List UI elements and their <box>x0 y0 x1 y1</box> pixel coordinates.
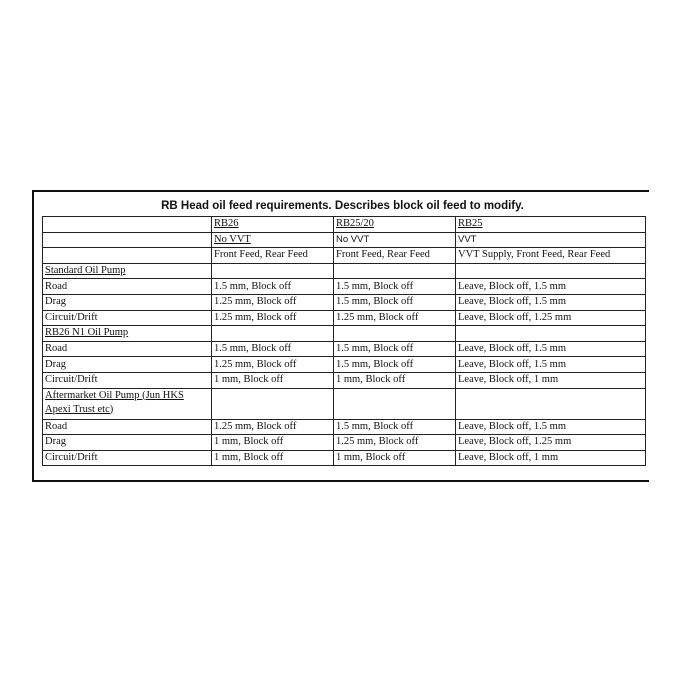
section-heading-row <box>43 388 646 419</box>
cell-rb26: 1 mm, Block off <box>212 372 334 388</box>
cell-rb25: Leave, Block off, 1.5 mm <box>456 294 646 310</box>
table-row <box>43 372 646 388</box>
cell-rb25-20: 1 mm, Block off <box>334 372 456 388</box>
cell-rb25-20: 1.5 mm, Block off <box>334 294 456 310</box>
section-heading-row <box>43 263 646 279</box>
blank-cell <box>212 388 334 419</box>
cell-rb26: 1.25 mm, Block off <box>212 357 334 373</box>
blank-cell <box>43 232 212 248</box>
blank-cell <box>334 326 456 342</box>
row-label: Road <box>43 279 212 295</box>
blank-cell <box>212 326 334 342</box>
cell-rb25: Leave, Block off, 1.5 mm <box>456 341 646 357</box>
cell-rb25-20: 1.25 mm, Block off <box>334 310 456 326</box>
table-row <box>43 357 646 373</box>
header-row-feeds <box>43 248 646 264</box>
cell-rb25: Leave, Block off, 1.25 mm <box>456 310 646 326</box>
blank-cell <box>456 263 646 279</box>
row-label: Road <box>43 419 212 435</box>
document-frame <box>32 190 649 482</box>
section-heading-row <box>43 326 646 342</box>
cell-rb26: 1.5 mm, Block off <box>212 341 334 357</box>
row-label: Circuit/Drift <box>43 372 212 388</box>
cell-rb26: 1 mm, Block off <box>212 435 334 451</box>
blank-cell <box>212 263 334 279</box>
section-heading: RB26 N1 Oil Pump <box>43 326 212 342</box>
table-row <box>43 419 646 435</box>
header-row-engines <box>43 217 646 233</box>
row-label: Drag <box>43 294 212 310</box>
table-row <box>43 450 646 466</box>
row-label: Circuit/Drift <box>43 450 212 466</box>
table-row <box>43 279 646 295</box>
feed-rb25-20: Front Feed, Rear Feed <box>334 248 456 264</box>
table-title: RB Head oil feed requirements. Describes block oil feed to modify. <box>161 200 524 212</box>
blank-cell <box>334 263 456 279</box>
row-label: Road <box>43 341 212 357</box>
row-label: Circuit/Drift <box>43 310 212 326</box>
blank-cell <box>43 248 212 264</box>
oil-feed-table <box>42 216 646 466</box>
blank-cell <box>334 388 456 419</box>
cell-rb26: 1.5 mm, Block off <box>212 279 334 295</box>
cell-rb25-20: 1.5 mm, Block off <box>334 357 456 373</box>
cell-rb25-20: 1.5 mm, Block off <box>334 341 456 357</box>
cell-rb26: 1.25 mm, Block off <box>212 419 334 435</box>
cell-rb25: Leave, Block off, 1.5 mm <box>456 357 646 373</box>
cell-rb26: 1.25 mm, Block off <box>212 310 334 326</box>
table-row <box>43 341 646 357</box>
cell-rb25: Leave, Block off, 1.5 mm <box>456 419 646 435</box>
cell-rb25-20: 1.5 mm, Block off <box>334 279 456 295</box>
feed-rb25: VVT Supply, Front Feed, Rear Feed <box>456 248 646 264</box>
cell-rb25-20: 1 mm, Block off <box>334 450 456 466</box>
blank-cell <box>456 326 646 342</box>
vvt-rb26: No VVT <box>212 232 334 248</box>
header-row-vvt <box>43 232 646 248</box>
cell-rb25-20: 1.5 mm, Block off <box>334 419 456 435</box>
cell-rb25: Leave, Block off, 1.25 mm <box>456 435 646 451</box>
table-row <box>43 294 646 310</box>
cell-rb26: 1 mm, Block off <box>212 450 334 466</box>
row-label: Drag <box>43 357 212 373</box>
row-label: Drag <box>43 435 212 451</box>
feed-rb26: Front Feed, Rear Feed <box>212 248 334 264</box>
engine-rb25: RB25 <box>456 217 646 233</box>
table-row <box>43 435 646 451</box>
cell-rb26: 1.25 mm, Block off <box>212 294 334 310</box>
vvt-rb25: VVT <box>456 232 646 248</box>
section-heading: Standard Oil Pump <box>43 263 212 279</box>
blank-cell <box>43 217 212 233</box>
table-row <box>43 310 646 326</box>
cell-rb25-20: 1.25 mm, Block off <box>334 435 456 451</box>
cell-rb25: Leave, Block off, 1 mm <box>456 450 646 466</box>
cell-rb25: Leave, Block off, 1.5 mm <box>456 279 646 295</box>
cell-rb25: Leave, Block off, 1 mm <box>456 372 646 388</box>
vvt-rb25-20: No VVT <box>334 232 456 248</box>
engine-rb26: RB26 <box>212 217 334 233</box>
blank-cell <box>456 388 646 419</box>
engine-rb25-20: RB25/20 <box>334 217 456 233</box>
section-heading: Aftermarket Oil Pump (Jun HKS Apexi Trust etc) <box>43 388 212 419</box>
